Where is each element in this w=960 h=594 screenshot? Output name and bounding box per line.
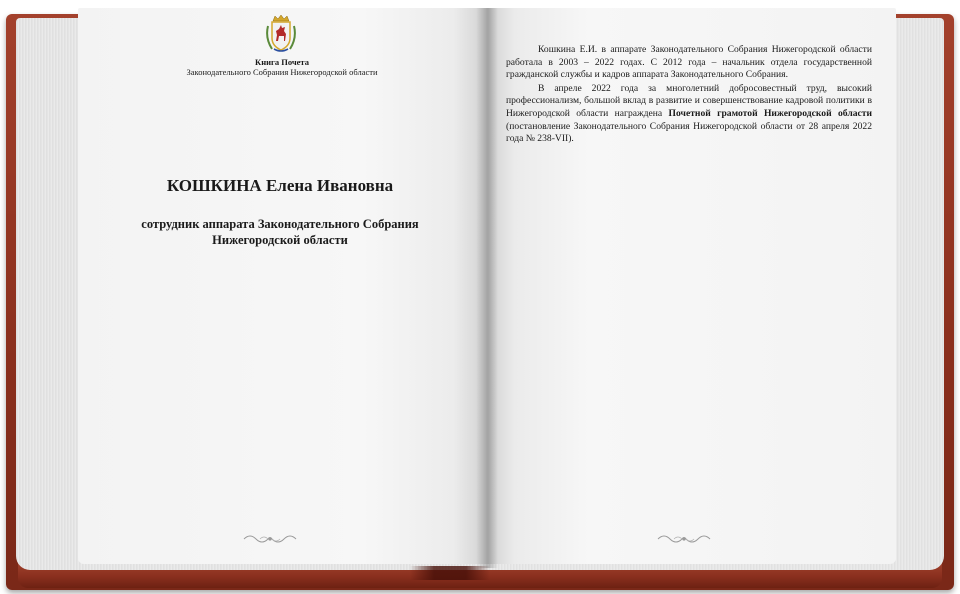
coat-of-arms-icon — [264, 14, 298, 54]
person-position — [110, 216, 450, 248]
left-page — [78, 8, 486, 564]
award-name: Почетной грамотой Нижегородской области — [668, 107, 873, 119]
position-line1: сотрудник аппарата Законодательного Собрания — [141, 217, 419, 231]
book-title — [180, 57, 384, 77]
book-title-line1: Книга Почета — [255, 57, 309, 67]
biography-paragraph-1: Кошкина Е.И. в аппарате Законодательного Собрания Нижегородской области работала в 2003 – 2022 годах. С 2012 года – начальник отдела государственной гражданской службы и кадров аппарата Законодательного Собрания. — [506, 44, 872, 81]
position-line2: Нижегородской области — [212, 233, 348, 247]
book-title-line2: Законодательного Собрания Нижегородской области — [186, 67, 378, 77]
biography-text — [506, 44, 872, 147]
biography-paragraph-2 — [506, 83, 872, 146]
right-flourish-icon — [656, 532, 712, 546]
person-name: КОШКИНА Елена Ивановна — [166, 176, 394, 195]
paragraph2-start: В апреле 2022 года за многолетний добросовестный труд, высокий профессионализм, большой вклад в развитие и совершенствование кадровой политики в Нижегородской области награждена — [506, 82, 872, 119]
bookmark-ribbon — [410, 566, 490, 580]
paragraph2-end: (постановление Законодательного Собрания Нижегородской области от 28 апреля 2022 года № 238-VII). — [506, 120, 872, 145]
book-gutter — [476, 8, 498, 568]
left-flourish-icon — [242, 532, 298, 546]
